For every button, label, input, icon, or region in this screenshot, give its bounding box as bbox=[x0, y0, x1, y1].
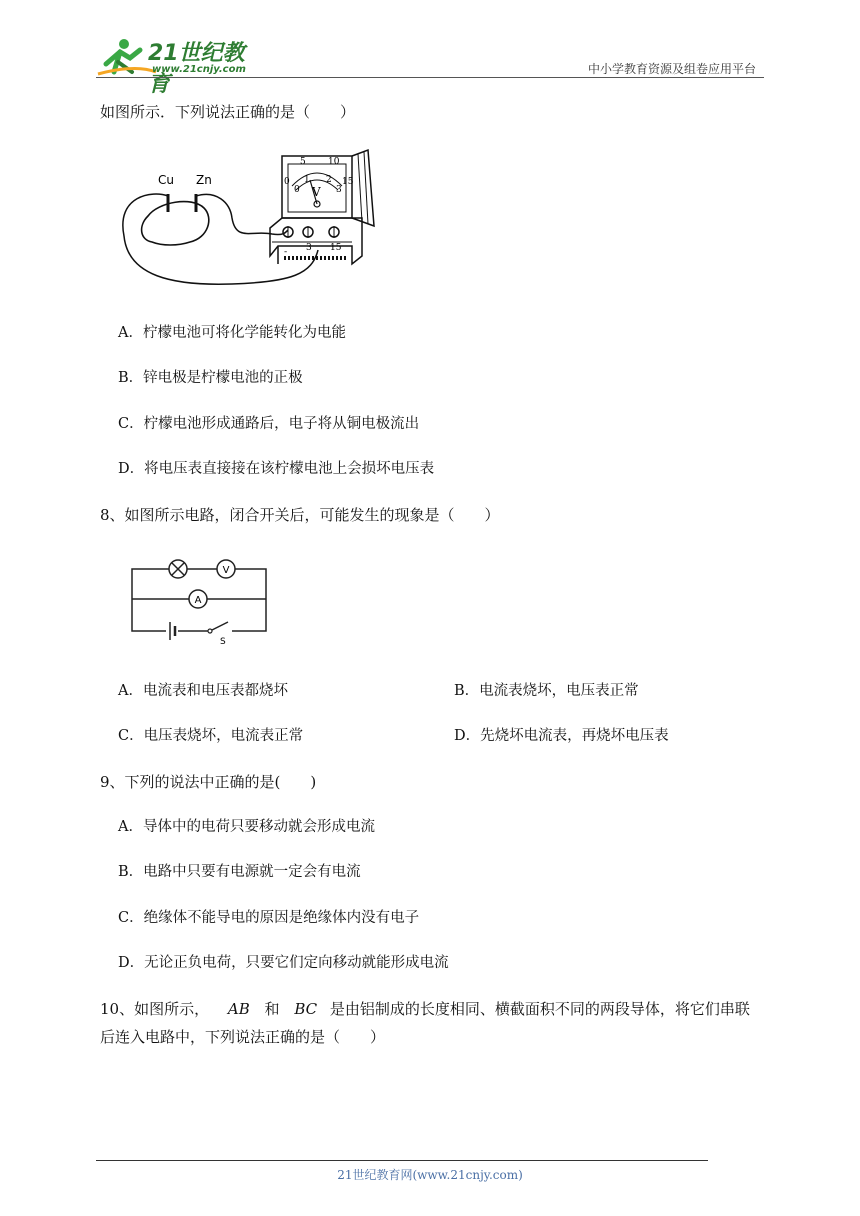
voltmeter-label: V bbox=[222, 565, 230, 576]
q10-line2: 后连入电路中，下列说法正确的是（ ） bbox=[100, 1028, 386, 1046]
svg-text:10: 10 bbox=[328, 157, 340, 167]
q8-option-d: D．先烧坏电流表，再烧坏电压表 bbox=[454, 728, 669, 744]
q8-option-c: C．电压表烧坏，电流表正常 bbox=[118, 728, 304, 744]
circuit-figure bbox=[128, 556, 272, 646]
footer-divider bbox=[96, 1160, 708, 1161]
svg-text:15: 15 bbox=[330, 243, 342, 253]
svg-text:2: 2 bbox=[326, 175, 332, 185]
q10-bc: BC bbox=[294, 1000, 318, 1018]
q8-option-b: B．电流表烧坏，电压表正常 bbox=[454, 683, 639, 699]
q9-stem: 9、下列的说法中正确的是( ) bbox=[100, 773, 317, 791]
q8-stem: 8、如图所示电路，闭合开关后，可能发生的现象是（ ） bbox=[100, 506, 500, 524]
q8-option-a: A．电流表和电压表都烧坏 bbox=[118, 683, 288, 699]
q10-line1 bbox=[100, 998, 750, 1020]
q7-option-a: A．柠檬电池可将化学能转化为电能 bbox=[118, 325, 346, 341]
svg-text:-: - bbox=[284, 247, 288, 257]
header-divider bbox=[96, 77, 764, 78]
switch-label: S bbox=[220, 637, 226, 646]
svg-text:15: 15 bbox=[342, 177, 354, 187]
ammeter-label: A bbox=[194, 595, 202, 606]
q7-stem: 如图所示．下列说法正确的是（ ） bbox=[100, 103, 356, 121]
meter-v-label: V bbox=[312, 185, 321, 199]
q7-option-b: B．锌电极是柠檬电池的正极 bbox=[118, 370, 303, 386]
q10-and: 和 bbox=[264, 1000, 280, 1018]
q7-option-c: C．柠檬电池形成通路后，电子将从铜电极流出 bbox=[118, 416, 420, 432]
q9-option-a: A．导体中的电荷只要移动就会形成电流 bbox=[118, 819, 375, 835]
svg-text:0: 0 bbox=[284, 177, 290, 187]
zn-label: Zn bbox=[196, 173, 212, 187]
cu-label: Cu bbox=[158, 173, 174, 187]
svg-text:3: 3 bbox=[336, 185, 342, 195]
lemon-battery-figure bbox=[112, 146, 384, 296]
svg-text:0: 0 bbox=[294, 185, 300, 195]
q10-prefix: 10、如图所示， bbox=[100, 1000, 210, 1018]
site-logo bbox=[96, 34, 266, 97]
svg-text:5: 5 bbox=[300, 157, 306, 167]
svg-text:1: 1 bbox=[304, 175, 310, 185]
q9-option-b: B．电路中只要有电源就一定会有电流 bbox=[118, 864, 361, 880]
q9-option-c: C．绝缘体不能导电的原因是绝缘体内没有电子 bbox=[118, 910, 420, 926]
header-platform-text: 中小学教育资源及组卷应用平台 bbox=[587, 62, 756, 76]
q10-line1-rest: 是由铝制成的长度相同、横截面积不同的两段导体，将它们串联 bbox=[329, 1000, 750, 1018]
logo-text: 21世纪教育 bbox=[148, 41, 245, 97]
svg-text:3: 3 bbox=[306, 243, 312, 253]
footer-link[interactable]: 21世纪教育网(www.21cnjy.com) bbox=[337, 1168, 523, 1182]
q7-option-d: D．将电压表直接接在该柠檬电池上会损坏电压表 bbox=[118, 461, 435, 477]
q10-ab: AB bbox=[227, 1000, 250, 1018]
q9-option-d: D．无论正负电荷，只要它们定向移动就能形成电流 bbox=[118, 955, 449, 971]
logo-url: www.21cnjy.com bbox=[152, 64, 246, 75]
